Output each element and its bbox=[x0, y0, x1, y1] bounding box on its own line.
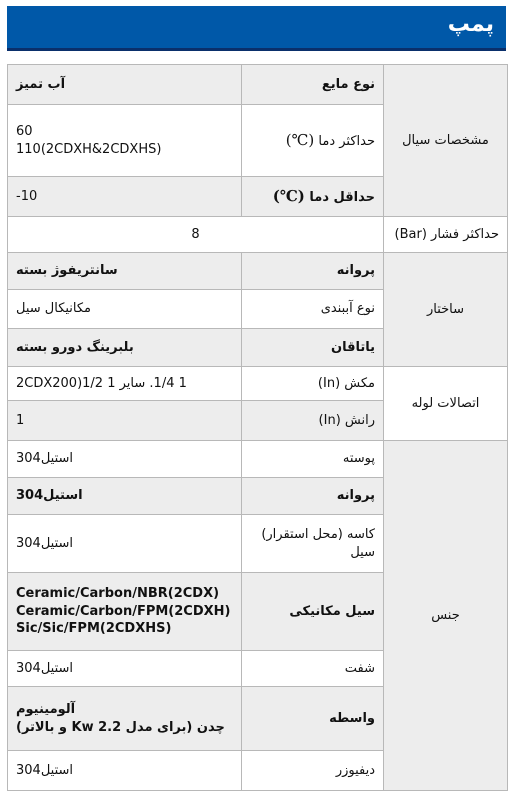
group-fluid-specs: مشخصات سیال bbox=[384, 65, 508, 217]
label-suction: مکش (In) bbox=[242, 367, 384, 401]
value-mechanical-seal-line1: Ceramic/Carbon/NBR(2CDX) bbox=[16, 586, 220, 602]
label-casing: پوسته bbox=[242, 441, 384, 478]
value-seal-seat: استیل304 bbox=[8, 515, 242, 573]
table-row bbox=[8, 367, 508, 401]
label-max-temp-text: حداکثر دما bbox=[318, 134, 375, 150]
unit-min-temp: (℃) bbox=[272, 187, 305, 206]
label-discharge: رانش (In) bbox=[242, 401, 384, 441]
value-shaft: استیل304 bbox=[8, 651, 242, 687]
spec-table bbox=[7, 64, 508, 791]
label-shaft: شفت bbox=[242, 651, 384, 687]
value-adapter bbox=[8, 687, 242, 751]
unit-max-temp: (℃) bbox=[285, 131, 315, 150]
label-max-temp bbox=[242, 105, 384, 177]
label-adapter: واسطه bbox=[242, 687, 384, 751]
value-min-temp: -10 bbox=[8, 177, 242, 217]
group-pipe-fittings: اتصالات لوله bbox=[384, 367, 508, 441]
value-impeller: سانتریفوژ بسته bbox=[8, 253, 242, 290]
page-title: پمپ bbox=[447, 12, 494, 37]
value-max-temp-line1: 60 bbox=[16, 123, 33, 139]
value-fluid-type: آب تمیز bbox=[8, 65, 242, 105]
label-min-temp bbox=[242, 177, 384, 217]
value-mechanical-seal bbox=[8, 573, 242, 651]
value-max-temp bbox=[8, 105, 242, 177]
table-row bbox=[8, 253, 508, 290]
label-diffuser: دیفیوزر bbox=[242, 751, 384, 791]
label-seal-type: نوع آببندی bbox=[242, 290, 384, 329]
label-impeller-material: پروانه bbox=[242, 478, 384, 515]
header-bar bbox=[7, 6, 506, 51]
table-row bbox=[8, 65, 508, 105]
label-min-temp-text: حداقل دما bbox=[309, 190, 375, 206]
value-bearing: بلبرینگ دورو بسته bbox=[8, 329, 242, 367]
label-max-pressure: حداکثر فشار (Bar) bbox=[384, 217, 508, 253]
value-max-pressure: 8 bbox=[8, 217, 384, 253]
value-suction: 1 1/4. سایر 1 1/2(2CDX200 bbox=[8, 367, 242, 401]
label-seal-seat: کاسه (محل استقرار) سیل bbox=[242, 515, 384, 573]
table-row bbox=[8, 441, 508, 478]
value-mechanical-seal-line2: Ceramic/Carbon/FPM(2CDXH) bbox=[16, 603, 231, 619]
value-adapter-line2: چدن (برای مدل 2.2 Kw و بالاتر) bbox=[16, 719, 225, 735]
value-casing: استیل304 bbox=[8, 441, 242, 478]
value-discharge: 1 bbox=[8, 401, 242, 441]
group-material: جنس bbox=[384, 441, 508, 791]
label-bearing: یاتاقان bbox=[242, 329, 384, 367]
group-structure: ساختار bbox=[384, 253, 508, 367]
table-row bbox=[8, 217, 508, 253]
value-mechanical-seal-line3: Sic/Sic/FPM(2CDXHS) bbox=[16, 621, 172, 637]
value-diffuser: استیل304 bbox=[8, 751, 242, 791]
label-impeller: پروانه bbox=[242, 253, 384, 290]
value-max-temp-line2: 110(2CDXH&2CDXHS) bbox=[16, 141, 162, 157]
value-adapter-line1: آلومینیوم bbox=[16, 701, 76, 717]
value-seal-type: مکانیکال سیل bbox=[8, 290, 242, 329]
label-mechanical-seal: سیل مکانیکی bbox=[242, 573, 384, 651]
label-fluid-type: نوع مایع bbox=[242, 65, 384, 105]
value-impeller-material: استیل304 bbox=[8, 478, 242, 515]
